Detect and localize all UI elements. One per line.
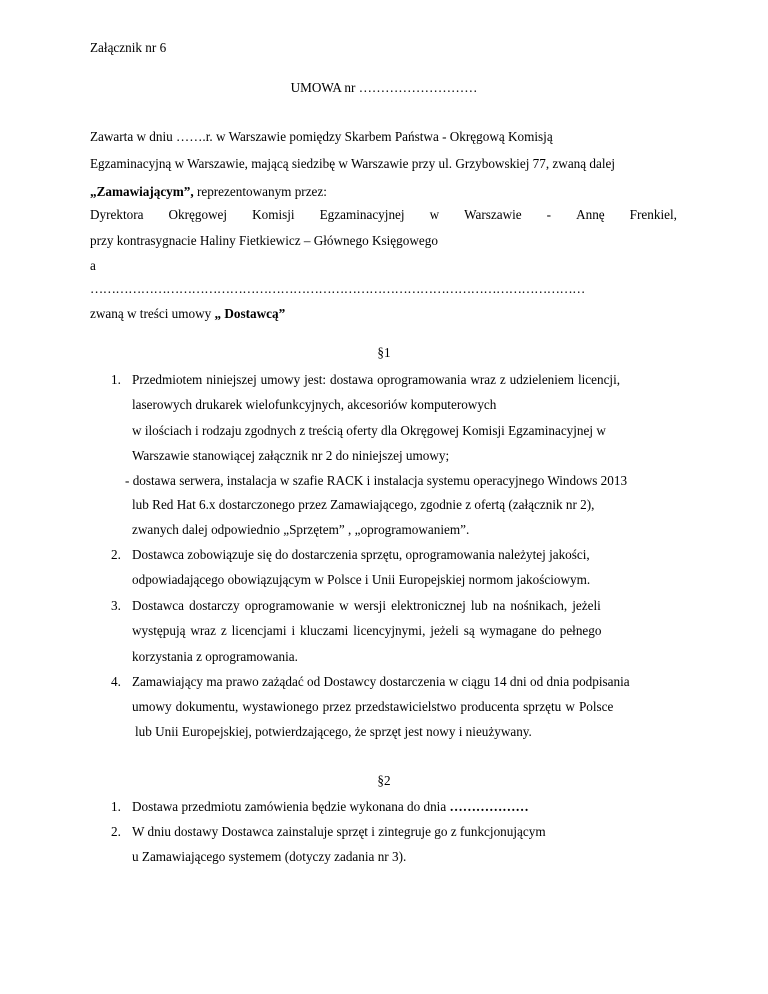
dotted-line: ………………………………………………………………………………………………………	[90, 281, 585, 296]
intro-line-4-word: Dyrektora	[90, 207, 144, 222]
dostawca-bold: „ Dostawcą”	[214, 306, 286, 321]
s1-item-4-line-3: lub Unii Europejskiej, potwierdzającego, że sprzęt jest nowy i nieużywany.	[135, 724, 532, 739]
s1-item-2-number: 2.	[111, 547, 121, 562]
s2-item-1-date-blank: ………………	[449, 799, 529, 814]
s1-item-1-line-1: Przedmiotem niniejszej umowy jest: dostawa oprogramowania wraz z udzieleniem licencji,	[132, 372, 621, 387]
intro-line-2: Egzaminacyjną w Warszawie, mającą siedzibę w Warszawie przy ul. Grzybowskiej 77, zwaną dalej	[90, 156, 616, 171]
s1-item-4-number: 4.	[111, 674, 121, 689]
zamawiajacy-bold: „Zamawiającym”,	[90, 184, 194, 199]
intro-line-4-word: Frenkiel,	[629, 207, 677, 222]
intro-line-4-word: -	[546, 207, 552, 222]
s2-item-1-text-main: Dostawa przedmiotu zamówienia będzie wykonana do dnia	[132, 799, 450, 814]
s1-item-4-line-2: umowy dokumentu, wystawionego przez przedstawicielstwo producenta sprzętu w Polsce	[132, 699, 614, 714]
intro-line-1	[90, 129, 677, 145]
s1-item-1-number: 1.	[111, 372, 121, 387]
s1-item-1-line-7: zwanych dalej odpowiednio „Sprzętem” , „oprogramowaniem”.	[132, 522, 470, 537]
section-2-heading: §2	[377, 773, 391, 788]
s1-item-1-line-4: Warszawie stanowiącej załącznik nr 2 do niniejszej umowy;	[132, 448, 450, 463]
intro-line-3	[90, 184, 327, 200]
s1-item-1-line-3: w ilościach i rodzaju zgodnych z treścią oferty dla Okręgowej Komisji Egzaminacyjnej w	[132, 423, 606, 438]
s1-item-1-line-5: - dostawa serwera, instalacja w szafie RACK i instalacja systemu operacyjnego Windows 2013	[125, 473, 628, 488]
s1-item-1-line-6: lub Red Hat 6.x dostarczonego przez Zamawiającego, zgodnie z ofertą (załącznik nr 2),	[132, 497, 595, 512]
section-1-heading: §1	[377, 345, 391, 360]
s1-item-2-line-1: Dostawca zobowiązuje się do dostarczenia sprzętu, oprogramowania należytej jakości,	[132, 547, 590, 562]
s1-item-4-line-1: Zamawiający ma prawo zażądać od Dostawcy dostarczenia w ciągu 14 dni od dnia podpisania	[132, 674, 630, 689]
s2-item-1-text	[132, 799, 529, 815]
intro-line-8-rest: zwaną w treści umowy	[90, 306, 215, 321]
s1-item-3-line-2: występują wraz z licencjami i kluczami licencyjnymi, jeżeli są wymagane do pełnego	[132, 623, 602, 638]
intro-line-4-word: Annę	[576, 207, 605, 222]
intro-line-4-word: Warszawie	[464, 207, 522, 222]
s1-item-3-line-3: korzystania z oprogramowania.	[132, 649, 298, 664]
intro-line-4-word: w	[429, 207, 440, 222]
intro-line-6: a	[90, 258, 96, 273]
contract-title: UMOWA nr ………………………	[290, 80, 478, 95]
s2-item-1-number: 1.	[111, 799, 121, 814]
s1-item-3-number: 3.	[111, 598, 121, 613]
intro-line-5: przy kontrasygnacie Haliny Fietkiewicz – Głównego Księgowego	[90, 233, 438, 248]
s1-item-3-line-1: Dostawca dostarczy oprogramowanie w wersji elektronicznej lub na nośnikach, jeżeli	[132, 598, 601, 613]
s1-item-2-line-2: odpowiadającego obowiązującym w Polsce i Unii Europejskiej normom jakościowym.	[132, 572, 591, 587]
s1-item-1-line-2: laserowych drukarek wielofunkcyjnych, akcesoriów komputerowych	[132, 397, 497, 412]
intro-line-3-rest: reprezentowanym przez:	[193, 184, 327, 199]
attachment-label: Załącznik nr 6	[90, 40, 167, 55]
intro-line-4-word: Egzaminacyjnej	[319, 207, 405, 222]
intro-line-8	[90, 306, 285, 322]
intro-line-4	[90, 207, 677, 223]
s2-item-2-number: 2.	[111, 824, 121, 839]
intro-line-1-text: Zawarta w dniu …….r. w Warszawie pomiędzy Skarbem Państwa - Okręgową Komisją	[90, 129, 553, 144]
s2-item-2-line-1: W dniu dostawy Dostawca zainstaluje sprzęt i zintegruje go z funkcjonującym	[132, 824, 546, 839]
intro-line-4-word: Komisji	[252, 207, 295, 222]
intro-line-4-word: Okręgowej	[168, 207, 228, 222]
s2-item-2-line-2: u Zamawiającego systemem (dotyczy zadania nr 3).	[132, 849, 407, 864]
